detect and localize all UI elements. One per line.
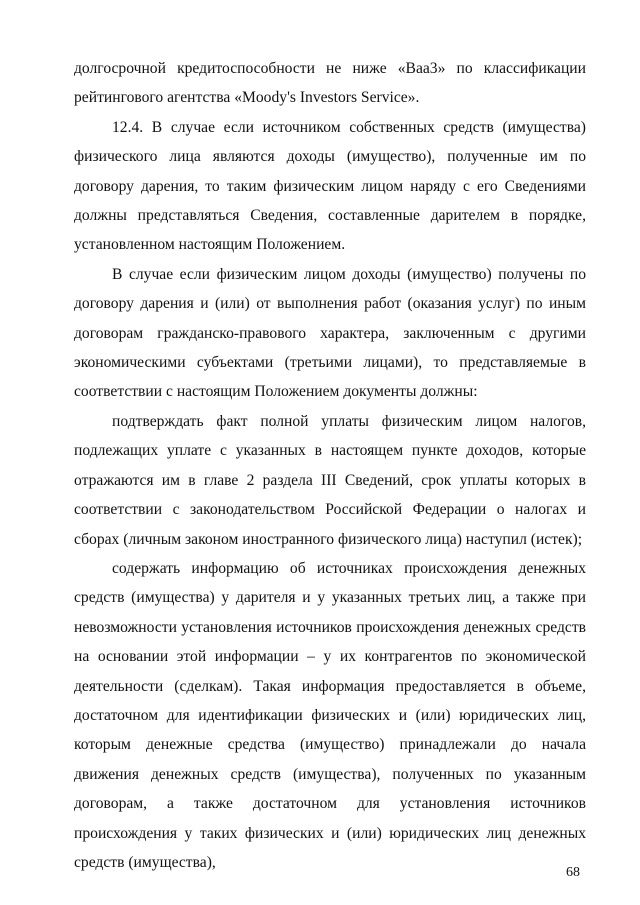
paragraph-rating-agency: долгосрочной кредитоспособности не ниже «Baa3» по классификации рейтингового агентства «Moody's Investors Service». [74,60,586,107]
paragraph-confirm-taxes: подтверждать факт полной уплаты физическим лицом налогов, подлежащих уплате с указанных в настоящем пункте доходов, которые отражаются им в главе 2 раздела III Сведений, срок уплаты которых в соответствии с законодательством Российской Федерации о налогах и сборах (личным законом иностранного физического лица) наступил (истек); [74,412,586,548]
paragraph-source-info: содержать информацию об источниках происхождения денежных средств (имущества) у дарителя и у указанных третьих лиц, а также при невозможности установления источников происхождения денежных средств на основании этой информации – у их контрагентов по экономической деятельности (сделкам). Такая информация предоставляется в объеме, достаточном для идентификации физических и (или) юридических лиц, которым денежные средства (имущество) принадлежали до начала движения денежных средств (имущества), полученных по указанным договорам, а также достаточном для установления источников происхождения у таких физических и (или) юридических лиц денежных средств (имущества), [74,559,586,871]
page-number: 68 [566,865,580,880]
paragraph-12-4: 12.4. В случае если источником собственных средств (имущества) физического лица являются доходы (имущество), полученные им по договору дарения, то таким физическим лицом наряду с его Сведениями должны представляться Сведения, составленные дарителем в порядке, установленном настоящим Положением. [74,118,586,254]
paragraph-gift-contract: В случае если физическим лицом доходы (имущество) получены по договору дарения и (или) от выполнения работ (оказания услуг) по иным договорам гражданско-правового характера, заключенным с другими экономическими субъектами (третьими лицами), то представляемые в соответствии с настоящим Положением документы должны: [74,265,586,401]
document-body [74,54,586,877]
